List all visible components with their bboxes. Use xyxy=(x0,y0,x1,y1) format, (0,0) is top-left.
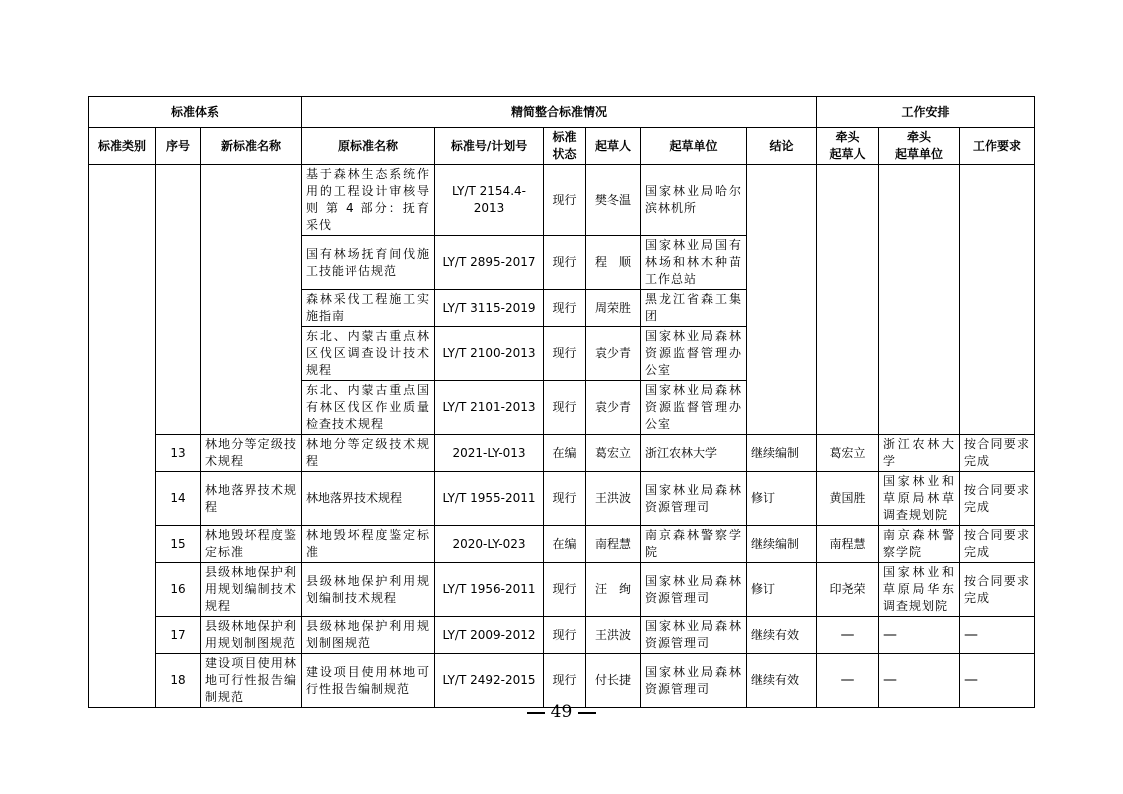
drafter-cell: 付长捷 xyxy=(586,654,641,708)
seq-cell: 15 xyxy=(156,526,201,563)
conclusion-cell: 继续编制 xyxy=(747,435,817,472)
status-cell: 现行 xyxy=(544,472,586,526)
status-cell: 现行 xyxy=(544,654,586,708)
col-std-no: 标准号/计划号 xyxy=(435,128,544,165)
lead-unit-cell: 南京森林警察学院 xyxy=(879,526,960,563)
lead-unit-cell: — xyxy=(879,654,960,708)
unit-cell: 国家林业局森林资源监督管理办公室 xyxy=(641,327,747,381)
table-row xyxy=(89,435,1035,472)
requirement-cell: — xyxy=(960,654,1035,708)
orig-name-cell: 林地分等定级技术规程 xyxy=(302,435,435,472)
seq-cell-empty xyxy=(156,165,201,435)
drafter-cell: 葛宏立 xyxy=(586,435,641,472)
lead-drafter-cell: 南程慧 xyxy=(817,526,879,563)
seq-cell: 18 xyxy=(156,654,201,708)
header-group-system: 标准体系 xyxy=(89,97,302,128)
status-cell: 现行 xyxy=(544,381,586,435)
col-seq: 序号 xyxy=(156,128,201,165)
orig-name-cell: 林地毁坏程度鉴定标准 xyxy=(302,526,435,563)
drafter-cell: 袁少青 xyxy=(586,327,641,381)
orig-name-cell: 建设项目使用林地可行性报告编制规范 xyxy=(302,654,435,708)
col-requirement: 工作要求 xyxy=(960,128,1035,165)
lead-unit-cell: — xyxy=(879,617,960,654)
orig-name-cell: 东北、内蒙古重点国有林区伐区作业质量检查技术规程 xyxy=(302,381,435,435)
lead-drafter-cell: 黄国胜 xyxy=(817,472,879,526)
requirement-cell: 按合同要求完成 xyxy=(960,526,1035,563)
orig-name-cell: 林地落界技术规程 xyxy=(302,472,435,526)
drafter-cell: 樊冬温 xyxy=(586,165,641,236)
unit-cell: 国家林业局哈尔滨林机所 xyxy=(641,165,747,236)
header-column-row xyxy=(89,128,1035,165)
requirement-cell: 按合同要求完成 xyxy=(960,563,1035,617)
table-row xyxy=(89,472,1035,526)
seq-cell: 16 xyxy=(156,563,201,617)
drafter-cell: 南程慧 xyxy=(586,526,641,563)
std-no-cell: 2020-LY-023 xyxy=(435,526,544,563)
table-row xyxy=(89,617,1035,654)
requirement-cell: 按合同要求完成 xyxy=(960,472,1035,526)
col-lead-drafter-line1: 牵头 xyxy=(835,130,860,144)
requirement-cell-empty xyxy=(960,165,1035,435)
col-drafter: 起草人 xyxy=(586,128,641,165)
unit-cell: 国家林业局森林资源管理司 xyxy=(641,617,747,654)
new-name-cell: 建设项目使用林地可行性报告编制规范 xyxy=(201,654,302,708)
status-cell: 现行 xyxy=(544,165,586,236)
conclusion-cell: 继续编制 xyxy=(747,526,817,563)
lead-drafter-cell: — xyxy=(817,617,879,654)
drafter-cell: 汪 绚 xyxy=(586,563,641,617)
col-lead-unit xyxy=(879,128,960,165)
std-no-cell: LY/T 1956-2011 xyxy=(435,563,544,617)
seq-cell: 13 xyxy=(156,435,201,472)
std-no-cell: LY/T 2154.4-2013 xyxy=(435,165,544,236)
conclusion-cell: 继续有效 xyxy=(747,617,817,654)
col-category: 标准类别 xyxy=(89,128,156,165)
table-row xyxy=(89,526,1035,563)
std-no-cell: LY/T 2895-2017 xyxy=(435,236,544,290)
col-lead-unit-line2: 起草单位 xyxy=(895,147,944,161)
new-name-cell: 县级林地保护利用规划制图规范 xyxy=(201,617,302,654)
unit-cell: 国家林业局森林资源管理司 xyxy=(641,654,747,708)
col-orig-name: 原标准名称 xyxy=(302,128,435,165)
status-cell: 现行 xyxy=(544,563,586,617)
page-number-right-bar xyxy=(578,712,596,714)
std-no-cell: LY/T 2100-2013 xyxy=(435,327,544,381)
drafter-cell: 周荣胜 xyxy=(586,290,641,327)
unit-cell: 浙江农林大学 xyxy=(641,435,747,472)
conclusion-cell-empty xyxy=(747,165,817,435)
unit-cell: 国家林业局森林资源管理司 xyxy=(641,563,747,617)
requirement-cell: 按合同要求完成 xyxy=(960,435,1035,472)
drafter-cell: 王洪波 xyxy=(586,472,641,526)
seq-cell: 14 xyxy=(156,472,201,526)
page-number-left-bar xyxy=(527,712,545,714)
page-number-text: 49 xyxy=(550,702,573,722)
unit-cell: 国家林业局森林资源监督管理办公室 xyxy=(641,381,747,435)
col-lead-unit-line1: 牵头 xyxy=(907,130,932,144)
lead-unit-cell: 国家林业和草原局林草调查规划院 xyxy=(879,472,960,526)
header-group-row xyxy=(89,97,1035,128)
drafter-cell: 王洪波 xyxy=(586,617,641,654)
unit-cell: 国家林业局国有林场和林木种苗工作总站 xyxy=(641,236,747,290)
lead-unit-cell: 国家林业和草原局华东调查规划院 xyxy=(879,563,960,617)
new-name-cell: 林地分等定级技术规程 xyxy=(201,435,302,472)
col-status: 标准状态 xyxy=(544,128,586,165)
table-row xyxy=(89,165,1035,236)
new-name-cell: 林地落界技术规程 xyxy=(201,472,302,526)
new-name-cell: 县级林地保护利用规划编制技术规程 xyxy=(201,563,302,617)
lead-drafter-cell: 葛宏立 xyxy=(817,435,879,472)
page-number xyxy=(0,702,1123,722)
status-cell: 现行 xyxy=(544,236,586,290)
new-name-cell: 林地毁坏程度鉴定标准 xyxy=(201,526,302,563)
lead-drafter-cell: — xyxy=(817,654,879,708)
table-row xyxy=(89,563,1035,617)
orig-name-cell: 国有林场抚育间伐施工技能评估规范 xyxy=(302,236,435,290)
header-group-work: 工作安排 xyxy=(817,97,1035,128)
drafter-cell: 袁少青 xyxy=(586,381,641,435)
requirement-cell: — xyxy=(960,617,1035,654)
orig-name-cell: 县级林地保护利用规划制图规范 xyxy=(302,617,435,654)
status-cell: 在编 xyxy=(544,435,586,472)
std-no-cell: LY/T 3115-2019 xyxy=(435,290,544,327)
orig-name-cell: 东北、内蒙古重点林区伐区调查设计技术规程 xyxy=(302,327,435,381)
drafter-cell: 程 顺 xyxy=(586,236,641,290)
status-cell: 现行 xyxy=(544,617,586,654)
lead-drafter-cell: 印尧荣 xyxy=(817,563,879,617)
status-cell: 现行 xyxy=(544,290,586,327)
conclusion-cell: 修订 xyxy=(747,563,817,617)
orig-name-cell: 基于森林生态系统作用的工程设计审核导则 第 4 部分：抚育采伐 xyxy=(302,165,435,236)
std-no-cell: 2021-LY-013 xyxy=(435,435,544,472)
lead-unit-cell-empty xyxy=(879,165,960,435)
lead-drafter-cell-empty xyxy=(817,165,879,435)
lead-unit-cell: 浙江农林大学 xyxy=(879,435,960,472)
std-no-cell: LY/T 1955-2011 xyxy=(435,472,544,526)
std-no-cell: LY/T 2009-2012 xyxy=(435,617,544,654)
unit-cell: 南京森林警察学院 xyxy=(641,526,747,563)
header-group-consolidation: 精简整合标准情况 xyxy=(302,97,817,128)
unit-cell: 黑龙江省森工集团 xyxy=(641,290,747,327)
std-no-cell: LY/T 2101-2013 xyxy=(435,381,544,435)
orig-name-cell: 森林采伐工程施工实施指南 xyxy=(302,290,435,327)
col-lead-drafter xyxy=(817,128,879,165)
standards-table xyxy=(88,96,1035,708)
orig-name-cell: 县级林地保护利用规划编制技术规程 xyxy=(302,563,435,617)
conclusion-cell: 继续有效 xyxy=(747,654,817,708)
unit-cell: 国家林业局森林资源管理司 xyxy=(641,472,747,526)
status-cell: 在编 xyxy=(544,526,586,563)
std-no-cell: LY/T 2492-2015 xyxy=(435,654,544,708)
status-cell: 现行 xyxy=(544,327,586,381)
category-cell xyxy=(89,165,156,708)
table-row xyxy=(89,654,1035,708)
seq-cell: 17 xyxy=(156,617,201,654)
col-conclusion: 结论 xyxy=(747,128,817,165)
conclusion-cell: 修订 xyxy=(747,472,817,526)
col-lead-drafter-line2: 起草人 xyxy=(829,147,866,161)
col-unit: 起草单位 xyxy=(641,128,747,165)
col-new-name: 新标准名称 xyxy=(201,128,302,165)
new-name-cell-empty xyxy=(201,165,302,435)
